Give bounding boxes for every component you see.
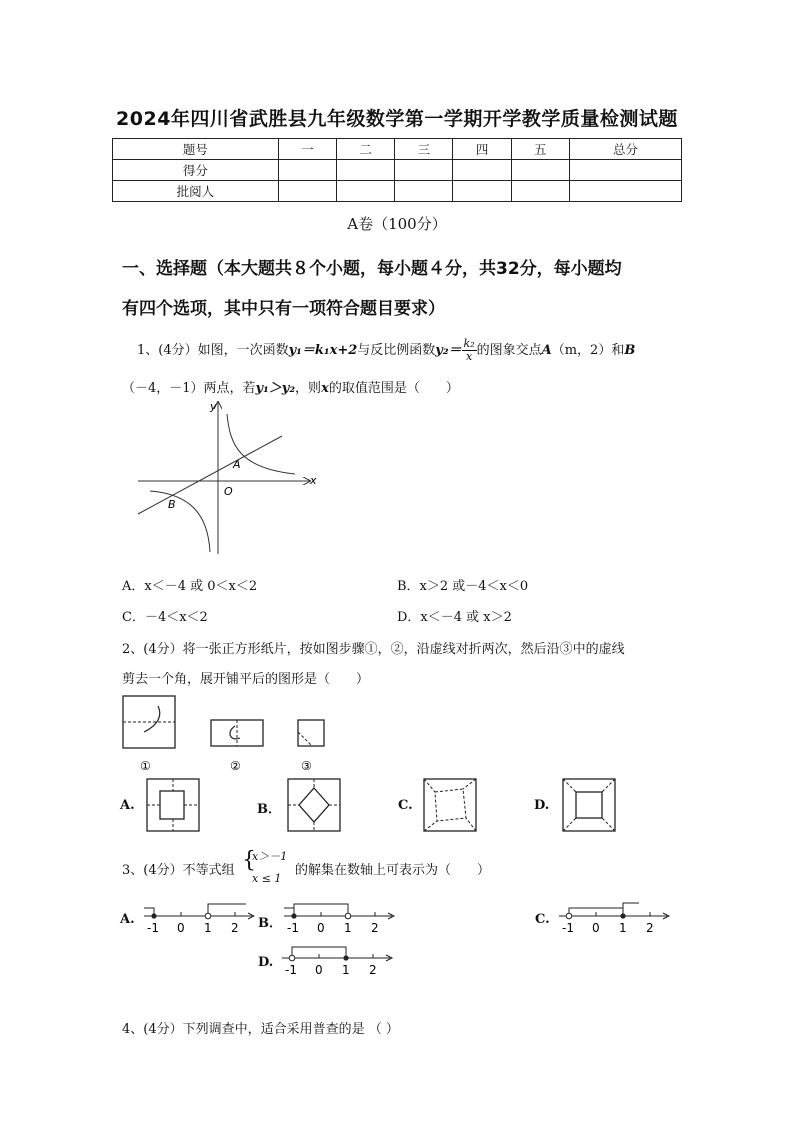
tick-label: -1 (562, 921, 574, 935)
tick-label: 2 (371, 921, 379, 935)
question-3-text2: 的解集在数轴上可表示为（ ） (295, 863, 491, 878)
q3-option-b-numberline[interactable] (280, 898, 400, 938)
q1-point-b: B (624, 343, 636, 358)
question-1-line1 (137, 338, 635, 363)
table-cell: 题号 (113, 139, 279, 160)
tick-label: 0 (177, 921, 185, 935)
q1-point-a: A (541, 343, 552, 358)
tick-label: 2 (231, 921, 239, 935)
step-label-3: ③ (301, 759, 312, 773)
q3-option-b-label[interactable]: B． (258, 916, 282, 931)
question-2-line1: 2、(4分）将一张正方形纸片，按如图步骤①，②，沿虚线对折两次，然后沿③中的虚线 (122, 642, 625, 657)
y-axis-label: y (210, 400, 217, 413)
tick-label: 1 (204, 921, 212, 935)
table-cell (395, 160, 453, 181)
table-cell: 三 (395, 139, 453, 160)
q3-option-d-label[interactable]: D. (258, 955, 274, 970)
origin-label: O (224, 485, 233, 498)
tick-label: 2 (369, 963, 377, 977)
table-cell: 得分 (113, 160, 279, 181)
table-cell (395, 181, 453, 202)
q1-formula-linear: y₁＝k₁x+2 (288, 343, 358, 358)
q3-option-d-numberline[interactable] (278, 940, 398, 980)
table-cell: 总分 (569, 139, 681, 160)
tick-label: 1 (342, 963, 350, 977)
q2-option-c-label[interactable]: C. (398, 798, 413, 813)
q2-option-d-figure[interactable] (562, 778, 616, 832)
table-cell: 批阅人 (113, 181, 279, 202)
q1-text: （－4，－1）两点，若 (122, 381, 256, 396)
q2-option-b-label[interactable]: B． (257, 802, 281, 817)
q2-option-d-label[interactable]: D. (534, 798, 550, 813)
table-cell (278, 160, 336, 181)
q2-option-c-figure[interactable] (423, 778, 477, 832)
tick-label: 1 (619, 921, 627, 935)
q2-fold-steps (118, 690, 338, 775)
q1-option-b[interactable]: B．x＞2 或－4＜x＜0 (397, 579, 529, 594)
q2-option-a-label[interactable]: A. (120, 798, 135, 813)
tick-label: 0 (317, 921, 325, 935)
step-label-1: ① (140, 759, 151, 773)
section-heading-line1: 一、选择题（本大题共８个小题，每小题４分，共32分，每小题均 (122, 259, 622, 279)
inequality-1: x＞－1 (252, 850, 288, 863)
tick-label: -1 (285, 963, 297, 977)
tick-label: -1 (287, 921, 299, 935)
q1-option-d[interactable]: D．x＜－4 或 x＞2 (397, 610, 512, 625)
table-cell: 二 (337, 139, 395, 160)
q1-text: 1、(4分）如图，一次函数 (137, 343, 289, 358)
q1-formula-inverse: y₂＝ (435, 343, 462, 358)
q2-option-b-figure[interactable] (287, 778, 341, 832)
q1-option-a[interactable]: A．x＜－4 或 0＜x＜2 (122, 579, 258, 594)
table-cell (569, 181, 681, 202)
q3-option-c-numberline[interactable] (555, 898, 675, 938)
table-cell (453, 160, 511, 181)
tick-label: 0 (592, 921, 600, 935)
question-2-line2: 剪去一个角，展开铺平后的图形是（ ） (122, 672, 370, 687)
table-cell (569, 160, 681, 181)
score-table (112, 138, 682, 202)
q1-function-graph (130, 396, 330, 558)
question-1-line2 (122, 377, 459, 396)
q1-text: （m，2）和 (551, 343, 625, 358)
step-label-2: ② (230, 759, 241, 773)
table-cell (453, 181, 511, 202)
q3-option-c-label[interactable]: C. (535, 912, 550, 927)
q3-option-a-numberline[interactable] (140, 898, 260, 938)
q1-variable: x (321, 381, 329, 396)
fraction-denominator: x (465, 350, 473, 363)
table-cell: 一 (278, 139, 336, 160)
q1-text: ，则 (295, 381, 322, 396)
q1-fraction (462, 338, 477, 363)
hyperbola-branch-2 (150, 491, 210, 552)
q1-text: 的取值范围是（ ） (328, 381, 459, 396)
point-a-label: A (233, 458, 241, 471)
q3-option-a-label[interactable]: A. (120, 912, 135, 927)
table-row (113, 181, 682, 202)
page-title: 2024年四川省武胜县九年级数学第一学期开学教学质量检测试题 (116, 108, 678, 130)
question-4-text: 4、(4分）下列调查中，适合采用普查的是 （ ） (122, 1022, 399, 1037)
q1-option-c[interactable]: C．－4＜x＜2 (122, 610, 208, 625)
table-cell: 四 (453, 139, 511, 160)
section-heading-line2: 有四个选项，其中只有一项符合题目要求） (122, 299, 445, 319)
table-cell (511, 160, 569, 181)
table-row (113, 139, 682, 160)
linear-function-line (138, 436, 282, 514)
question-3-text1: 3、(4分）不等式组 (122, 863, 235, 878)
table-cell (337, 160, 395, 181)
section-subtitle: A卷（100分） (347, 215, 447, 233)
tick-label: -1 (147, 921, 159, 935)
fraction-numerator: k₂ (463, 337, 475, 350)
table-cell (511, 181, 569, 202)
brace-symbol: { (242, 848, 256, 873)
table-cell (278, 181, 336, 202)
inequality-2: x ≤ 1 (252, 872, 282, 885)
q2-option-a-figure[interactable] (146, 778, 200, 832)
tick-label: 0 (315, 963, 323, 977)
point-b-label: B (168, 498, 176, 511)
x-axis-label: x (310, 474, 317, 487)
q1-condition: y₁＞y₂ (255, 381, 296, 396)
tick-label: 1 (344, 921, 352, 935)
q1-text: 的图象交点 (476, 343, 542, 358)
table-row (113, 160, 682, 181)
table-cell: 五 (511, 139, 569, 160)
q1-text: 与反比例函数 (357, 343, 436, 358)
table-cell (337, 181, 395, 202)
tick-label: 2 (646, 921, 654, 935)
